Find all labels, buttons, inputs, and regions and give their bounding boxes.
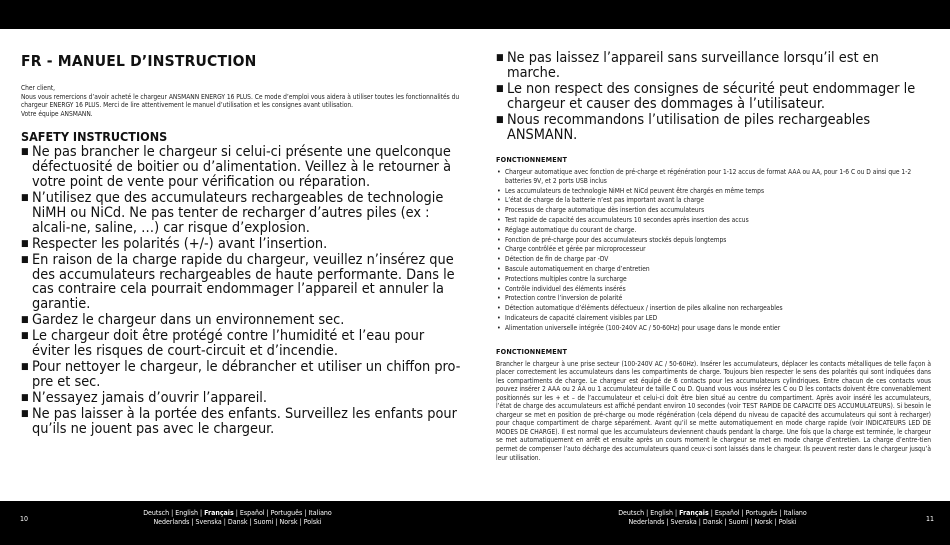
feature-item: • Contrôle individuel des éléments insérés — [496, 285, 931, 295]
feature-item: • Chargeur automatique avec fonction de pré-charge et régénération pour 1-12 accus de format AAA ou AA, pour 1-6 C ou D ainsi que 1-2 batteries 9V, et 2 ports USB inclus — [496, 168, 931, 185]
feature-item: • Les accumulateurs de technologie NiMH et NiCd peuvent être chargés en même temps — [496, 187, 931, 197]
safety-item: ■ Ne pas brancher le chargeur si celui-ci présente une quelconque défectuosité de boitier ou d’alimentation. Veillez à le retourner à votre point de vente pour vérification ou réparation. — [21, 145, 461, 189]
safety-item: ■ N’utilisez que des accumulateurs rechargeables de technologie NiMH ou NiCd. Ne pas tenter de recharger d’autres piles (ex : alcali-ne, saline, …) car risque d’explosion. — [21, 191, 461, 235]
feature-item: • Détection automatique d’éléments défectueux / insertion de piles alkaline non rechargeables — [496, 304, 931, 314]
safety-item: ■ Le chargeur doit être protégé contre l’humidité et l’eau pour éviter les risques de court-circuit et d’incendie. — [21, 329, 461, 359]
feature-item: • Fonction de pré-charge pour des accumulateurs stockés depuis longtemps — [496, 236, 931, 246]
feature-item: • Processus de charge automatique dès insertion des accumulateurs — [496, 206, 931, 216]
language-list-after: | Español | Português | Italiano — [233, 509, 332, 517]
feature-item: • Bascule automatiquement en charge d’entretien — [496, 265, 931, 275]
feature-item: • Détection de fin de charge par -DV — [496, 255, 931, 265]
language-line-2: Nederlands | Svenska | Dansk | Suomi | Norsk | Polski — [153, 518, 322, 526]
safety-item: ■ Respecter les polarités (+/-) avant l’insertion. — [21, 237, 461, 252]
page-title: FR - MANUEL D’INSTRUCTION — [21, 52, 257, 70]
feature-item: • Protections multiples contre la surcharge — [496, 275, 931, 285]
safety-item: ■ Pour nettoyer le chargeur, le débrancher et utiliser un chiffon pro-pre et sec. — [21, 360, 461, 390]
language-line-1 — [605, 509, 820, 518]
feature-item: • Protection contre l’inversion de polarité — [496, 294, 931, 304]
features-title: FONCTIONNEMENT — [496, 155, 568, 165]
features-list — [496, 168, 931, 333]
operation-title: FONCTIONNEMENT — [496, 346, 568, 356]
language-line-2: Nederlands | Svenska | Dansk | Suomi | Norsk | Polski — [628, 518, 797, 526]
feature-item: • L’état de charge de la batterie n’est pas important avant la charge — [496, 196, 931, 206]
intro-greeting: Cher client, — [21, 84, 56, 92]
safety-title: SAFETY INSTRUCTIONS — [21, 129, 168, 145]
language-nav-left — [130, 509, 345, 527]
language-list-before: Deutsch | English | — [143, 509, 205, 517]
safety-item: ■ Nous recommandons l’utilisation de piles rechargeables ANSMANN. — [496, 113, 931, 143]
page-number-right: 11 — [926, 515, 935, 523]
feature-item: • Charge contrôlée et gérée par microprocesseur — [496, 245, 931, 255]
feature-item: • Réglage automatique du courant de charge. — [496, 226, 931, 236]
language-current: Français — [204, 509, 234, 517]
language-nav-right — [605, 509, 820, 527]
top-bar — [0, 0, 950, 29]
safety-list-continued — [496, 51, 931, 142]
left-page — [21, 52, 461, 438]
intro-body: Nous vous remercions d’avoir acheté le chargeur ANSMANN ENERGY 16 PLUS. Ce mode d’emploi vous aidera à utiliser toutes les fonctionnalités du chargeur ENERGY 16 PLUS. Merci de lire attentivement le manuel d’utilisation et les consignes avant utilisation. — [21, 92, 460, 110]
safety-item: ■ N’essayez jamais d’ouvrir l’appareil. — [21, 391, 461, 406]
safety-item: ■ En raison de la charge rapide du chargeur, veuillez n’insérez que des accumulateurs rechargeables de haute performante. Dans le cas contraire cela pourrait endommager l’appareil et annuler la garantie. — [21, 253, 461, 312]
intro-text — [21, 84, 461, 118]
feature-item: • Indicateurs de capacité clairement visibles par LED — [496, 314, 931, 324]
right-page — [496, 52, 931, 462]
footer-bar — [0, 501, 950, 545]
feature-item: • Alimentation universelle intégrée (100-240V AC / 50-60Hz) pour usage dans le monde entier — [496, 324, 931, 334]
safety-item: ■ Ne pas laisser à la portée des enfants. Surveillez les enfants pour qu’ils ne jouent pas avec le chargeur. — [21, 407, 461, 437]
operation-text: Brancher le chargeur à une prise secteur (100-240V AC / 50-60Hz). Insérer les accumulateurs, déplacer les contacts métalliques de telle façon à placer correctement les accumulateurs dans les compartiments de charge. Toujours bien respecter le sens des polarités qui sont indiquées dans les compartiments de charge. Le chargeur est équipé de 6 contacts pour les accumulateurs cylindriques. Entre chacun de ces contacts vous pouvez insérer 2 AAA ou 2 AA ou 1 accumulateur de taille C ou D. Quand vous vous insérez les C ou D les contacts doivent être convenablement positionnés sur les + et – de l’accumulateur et celui-ci doit être bien situé au centre du compartiment. Après avoir inséré les accumulateurs, l’état de charge des accumulateurs est affiché pendant environ 10 secondes (voir TEST RAPIDE DE CAPACITE DES ACCUMULATEURS). Si besoin le chargeur se met en position de pré-charge ou mode régénération (cela dépend du niveau de capacité des accumulateurs qui sont à recharger) pour chaque compartiment de charge séparément. Avant qu’il se mette automatiquement en mode charge rapide (voir INDICATEURS LED DE MODES DE CHARGE). Il est normal que les accumulateurs deviennent chauds pendant la charge. Une fois que la charge est terminée, le chargeur se met automatiquement en arrêt et ensuite après un cours moment le chargeur se met en mode charge d’entretien. La charge d’entre-tien permet de compenser l’auto décharge des accumulateurs quand ceux-ci sont laissés dans le chargeur. Ils peuvent rester dans le chargeur jusqu’à leur utilisation. — [496, 359, 931, 462]
intro-signature: Votre équipe ANSMANN. — [21, 109, 93, 118]
safety-item: ■ Ne pas laissez l’appareil sans surveillance lorsqu’il est en marche. — [496, 51, 931, 81]
language-list-after: | Español | Português | Italiano — [708, 509, 807, 517]
safety-item: ■ Gardez le chargeur dans un environnement sec. — [21, 313, 461, 328]
language-line-1 — [130, 509, 345, 518]
safety-list — [21, 145, 461, 437]
page-number-left: 10 — [20, 515, 29, 523]
language-current: Français — [679, 509, 709, 517]
safety-item: ■ Le non respect des consignes de sécurité peut endommager le chargeur et causer des dommages à l’utilisateur. — [496, 82, 931, 112]
language-list-before: Deutsch | English | — [618, 509, 680, 517]
feature-item: • Test rapide de capacité des accumulateurs 10 secondes après insertion des accus — [496, 216, 931, 226]
